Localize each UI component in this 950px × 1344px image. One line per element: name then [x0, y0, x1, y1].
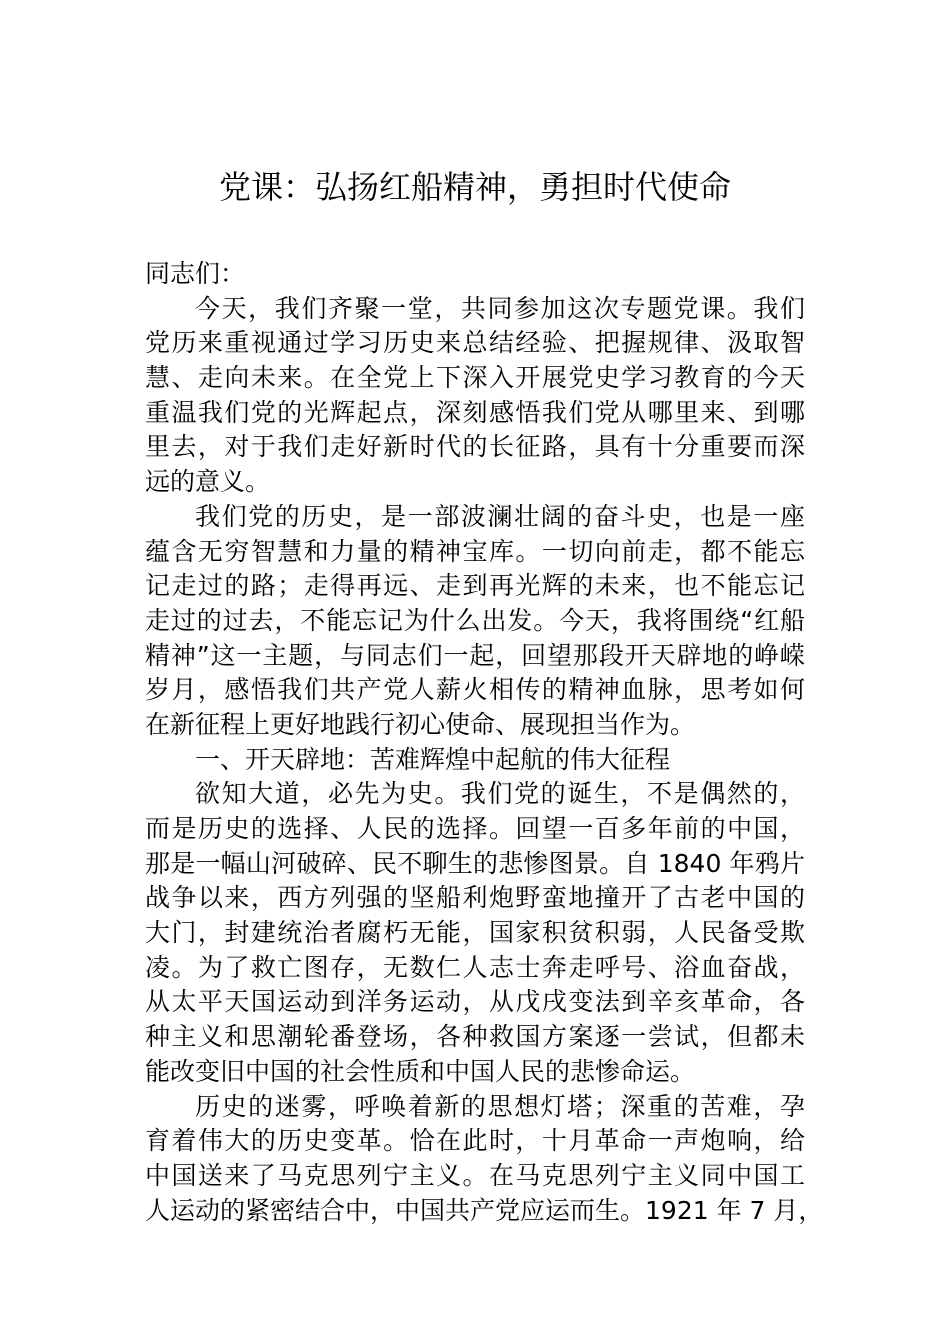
text-line: 慧、走向未来。在全党上下深入开展党史学习教育的今天: [145, 363, 805, 393]
text-line: 在新征程上更好地践行初心使命、展现担当作为。: [145, 709, 696, 739]
text-line: 而是历史的选择、人民的选择。回望一百多年前的中国，: [145, 814, 805, 843]
text-line: 今天，我们齐聚一堂，共同参加这次专题党课。我们: [195, 293, 805, 323]
document-title: 党课：弘扬红船精神，勇担时代使命: [218, 168, 731, 206]
text-line: 我们党的历史，是一部波澜壮阔的奋斗史，也是一座: [195, 501, 805, 531]
text-line: 党历来重视通过学习历史来总结经验、把握规律、汲取智: [145, 328, 805, 358]
text-line: 记走过的路；走得再远、走到再光辉的未来，也不能忘记: [145, 571, 805, 601]
text-line: 那是一幅山河破碎、民不聊生的悲惨图景。自 1840 年鸦片: [145, 848, 805, 878]
paragraph: [145, 777, 805, 1089]
text-line: 欲知大道，必先为史。我们党的诞生，不是偶然的，: [195, 779, 805, 809]
section-heading: [145, 743, 805, 778]
text-line: 精神”这一主题，与同志们一起，回望那段开天辟地的峥嵘: [145, 640, 805, 670]
paragraph: [145, 1090, 824, 1229]
text-line: 凌。为了救亡图存，无数仁人志士奔走呼号、浴血奋战，: [145, 952, 805, 982]
text-line: 一、开天辟地：苦难辉煌中起航的伟大征程: [195, 744, 671, 774]
text-line: 能改变旧中国的社会性质和中国人民的悲惨命运。: [145, 1056, 696, 1086]
salutation: [145, 257, 805, 292]
text-line: 育着伟大的历史变革。恰在此时，十月革命一声炮响，给: [145, 1126, 805, 1156]
text-line: 里去，对于我们走好新时代的长征路，具有十分重要而深: [145, 432, 805, 462]
text-line: 从太平天国运动到洋务运动，从戊戌变法到辛亥革命，各: [145, 987, 805, 1017]
text-line: 岁月，感悟我们共产党人薪火相传的精神血脉，思考如何: [145, 675, 805, 705]
text-line: 历史的迷雾，呼唤着新的思想灯塔；深重的苦难，孕: [195, 1091, 805, 1121]
text-line: 中国送来了马克思列宁主义。在马克思列宁主义同中国工: [145, 1160, 805, 1190]
paragraph: [145, 292, 805, 500]
text-line: 战争以来，西方列强的坚船利炮野蛮地撞开了古老中国的: [145, 883, 805, 913]
text-line: 重温我们党的光辉起点，深刻感悟我们党从哪里来、到哪: [145, 397, 805, 427]
text-line: 远的意义。: [145, 467, 271, 497]
text-line: 同志们：: [145, 259, 246, 288]
text-line: 大门，封建统治者腐朽无能，国家积贫积弱，人民备受欺: [145, 918, 805, 948]
document-body: [145, 257, 824, 1228]
text-line: 人运动的紧密结合中，中国共产党应运而生。1921 年 7 月，: [145, 1195, 824, 1225]
text-line: 走过的过去，不能忘记为什么出发。今天，我将围绕“红船: [145, 605, 805, 635]
text-line: 蕴含无穷智慧和力量的精神宝库。一切向前走，都不能忘: [145, 536, 805, 566]
text-line: 种主义和思潮轮番登场，各种救国方案逐一尝试，但都未: [145, 1022, 805, 1052]
paragraph: [145, 500, 805, 743]
